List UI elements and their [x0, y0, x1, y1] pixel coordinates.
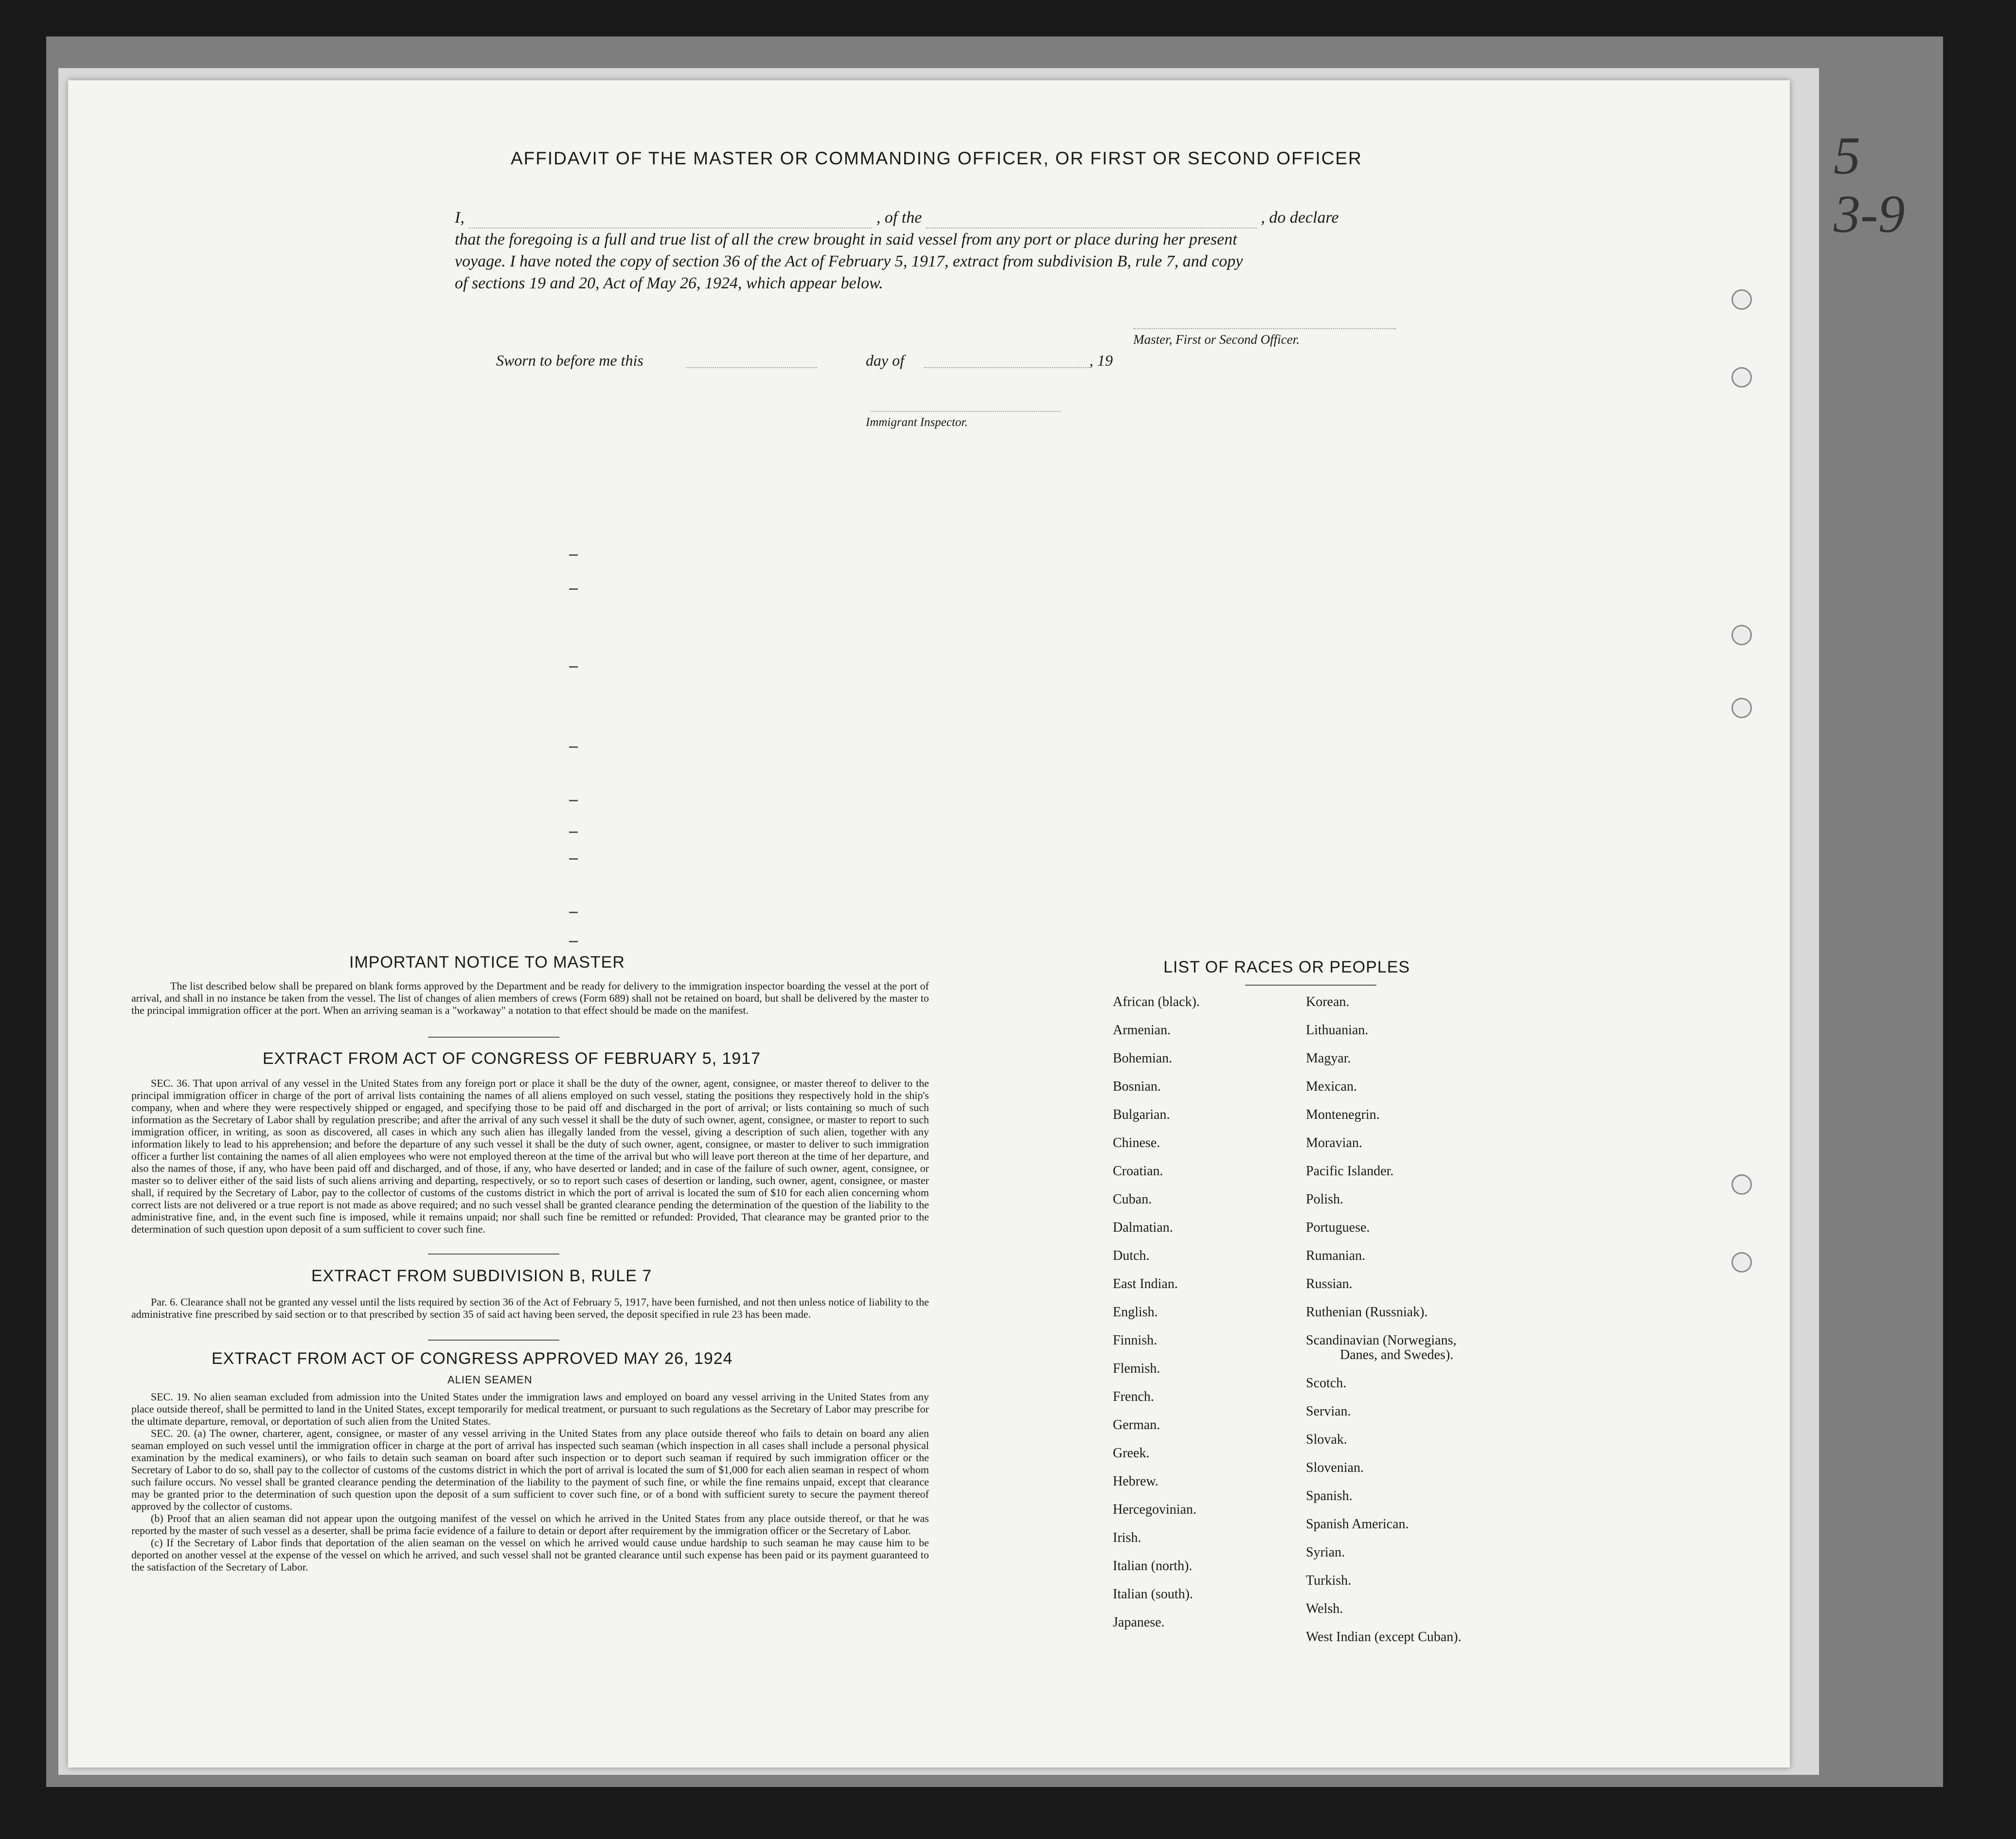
- sworn-label: Sworn to before me this: [496, 352, 643, 369]
- race-item: Armenian.: [1113, 1023, 1171, 1038]
- race-item: Hebrew.: [1113, 1474, 1159, 1489]
- race-item: Magyar.: [1306, 1051, 1351, 1066]
- affidavit-statement: [455, 207, 1476, 294]
- race-item: Lithuanian.: [1306, 1023, 1369, 1038]
- bleed-mark: [569, 554, 578, 556]
- bleed-mark: [569, 746, 578, 748]
- affidavit-of-the: , of the: [876, 209, 922, 227]
- race-item: Bohemian.: [1113, 1051, 1173, 1066]
- race-item: Hercegovinian.: [1113, 1502, 1196, 1517]
- race-item: Italian (north).: [1113, 1558, 1193, 1574]
- race-item: West Indian (except Cuban).: [1306, 1629, 1462, 1644]
- race-item: Moravian.: [1306, 1135, 1362, 1150]
- race-item: French.: [1113, 1389, 1154, 1404]
- inspector-signature-blank[interactable]: [871, 411, 1060, 412]
- races-right-column: [1306, 988, 1462, 1651]
- races-left-column: [1113, 988, 1200, 1637]
- sworn-day-blank[interactable]: [686, 353, 817, 368]
- race-item: Slovak.: [1306, 1432, 1347, 1447]
- punch-hole: [1731, 698, 1752, 718]
- race-item: Welsh.: [1306, 1601, 1343, 1616]
- race-item: Montenegrin.: [1306, 1107, 1380, 1122]
- race-item: Chinese.: [1113, 1135, 1160, 1150]
- race-item: English.: [1113, 1305, 1158, 1320]
- race-item: Turkish.: [1306, 1573, 1352, 1588]
- extract-1924-title: EXTRACT FROM ACT OF CONGRESS APPROVED MAY 26, 1924: [212, 1349, 733, 1368]
- race-item: Finnish.: [1113, 1333, 1158, 1348]
- extract-1924-body: [131, 1391, 929, 1573]
- extract-1917-title: EXTRACT FROM ACT OF CONGRESS OF FEBRUARY 5, 1917: [263, 1049, 761, 1068]
- sec-19: SEC. 19. No alien seaman excluded from admission into the United States under the immigration laws and employed on board any vessel arriving in the United States from any place outside thereof, shall be permitted to land in the United States, except temporarily for medical treatment, or pursuant to such regulations as the Secretary of Labor may prescribe for the ultimate departure, removal, or deportation of such alien from the United States.: [131, 1391, 929, 1427]
- bleed-mark: [569, 912, 578, 913]
- month-blank[interactable]: [924, 353, 1089, 368]
- punch-hole: [1731, 367, 1752, 388]
- inspector-label: Immigrant Inspector.: [866, 416, 968, 429]
- sec-20b: (b) Proof that an alien seaman did not appear upon the outgoing manifest of the vessel on which he arrived in the United States from any place outside thereof, or that he was reported by the master of such vessel as a deserter, shall be prima facie evidence of a failure to detain or deport after requirement by the immigration officer or the Secretary of Labor.: [131, 1512, 929, 1537]
- divider: [1245, 985, 1376, 986]
- race-item: Bulgarian.: [1113, 1107, 1170, 1122]
- race-item: Japanese.: [1113, 1615, 1165, 1630]
- affidavit-line2: that the foregoing is a full and true list of all the crew brought in said vessel from any port or place during her present: [455, 230, 1237, 248]
- race-item: Polish.: [1306, 1192, 1344, 1207]
- document-page: [68, 80, 1790, 1768]
- signature-label: Master, First or Second Officer.: [1133, 332, 1300, 347]
- bleed-mark: [569, 941, 578, 942]
- race-item: Pacific Islander.: [1306, 1164, 1394, 1179]
- affidavit-line3: voyage. I have noted the copy of section 36 of the Act of February 5, 1917, extract from subdivision B, rule 7, and copy: [455, 252, 1243, 270]
- subdivision-b-title: EXTRACT FROM SUBDIVISION B, RULE 7: [311, 1267, 652, 1285]
- race-item: Scandinavian (Norwegians,: [1306, 1333, 1457, 1348]
- divider: [428, 1037, 559, 1038]
- race-item: Italian (south).: [1113, 1587, 1193, 1602]
- affidavit-do-declare: , do declare: [1261, 209, 1339, 227]
- race-item: Greek.: [1113, 1446, 1150, 1461]
- race-item: Korean.: [1306, 994, 1350, 1009]
- affidavit-i: I,: [455, 209, 464, 227]
- race-item: Mexican.: [1306, 1079, 1357, 1094]
- extract-1917-body: SEC. 36. That upon arrival of any vessel in the United States from any foreign port or place it shall be the duty of the owner, agent, consignee, or master thereof to deliver to the principal immigration officer in charge of the port of arrival lists containing the names of all aliens employed on such vessel, stating the positions they respectively hold in the ship's company, when and where they were respectively shipped or engaged, and specifying those to be paid off and discharged in the port of arrival; or lists containing so much of such information as the Secretary of Labor shall by regulation prescribe; and after the arrival of any such vessel it shall be the duty of such owner, agent, consignee, or master to report to such immigration officer, in writing, as soon as discovered, all cases in which any such alien has illegally landed from the vessel, giving a description of such alien, together with any information likely to lead to his apprehension; and before the departure of any such vessel it shall be the duty of such owner, agent, consignee, or master to deliver to such immigration officer a further list containing the names of all alien employees who were not employed thereon at the time of the arrival but who will leave port thereon at the time of her departure, and also the names of those, if any, who have been paid off and discharged, and of those, if any, who have deserted or landed; and in case of the failure of such owner, agent, consignee, or master so to deliver either of the said lists of such aliens arriving and departing, respectively, or so to report such cases of desertion or landing, such owner, agent, consignee, or master shall, if required by the Secretary of Labor, pay to the collector of customs of the customs district in which the port of arrival is located the sum of $10 for each alien concerning whom correct lists are not delivered or a true report is not made as above required; and no such vessel shall be granted clearance pending the determination of the question of the liability to the administrative fine, and, in the event such fine is imposed, while it remains unpaid; nor shall such fine be remitted or refunded: Provided, That clearance may be granted prior to the determination of such question upon deposit of a sum sufficient to cover such fine.: [131, 1077, 929, 1235]
- races-title: LIST OF RACES OR PEOPLES: [1163, 958, 1410, 976]
- divider: [428, 1340, 559, 1341]
- race-item: German.: [1113, 1417, 1160, 1432]
- race-item: Servian.: [1306, 1404, 1351, 1419]
- punch-hole: [1731, 1174, 1752, 1195]
- sec-20c: (c) If the Secretary of Labor finds that deportation of the alien seaman on the vessel on which he arrived would cause undue hardship to such seaman he may cause him to be deported on another vessel at the expense of the vessel on which he arrived, and such vessel shall not be granted clearance until such expense has been paid or its payment guaranteed to the satisfaction of the Secretary of Labor.: [131, 1537, 929, 1573]
- notice-body: The list described below shall be prepared on blank forms approved by the Department and be ready for delivery to the immigration inspector boarding the vessel at the port of arrival, and shall in no instance be taken from the vessel. The list of changes of alien members of crews (Form 689) shall not be retained on board, but shall be delivered by the master to the principal immigration officer at the port. When an arriving seaman is a "workaway" a notation to that effect should be made on the manifest.: [131, 980, 929, 1016]
- race-item: Rumanian.: [1306, 1248, 1366, 1263]
- race-item: Ruthenian (Russniak).: [1306, 1305, 1428, 1320]
- punch-hole: [1731, 289, 1752, 310]
- bleed-mark: [569, 858, 578, 860]
- day-of-label: day of: [866, 352, 905, 369]
- race-item: East Indian.: [1113, 1276, 1178, 1291]
- bleed-mark: [569, 800, 578, 801]
- race-item: Danes, and Swedes).: [1340, 1347, 1454, 1362]
- race-item: Spanish.: [1306, 1488, 1353, 1503]
- year-label: , 19: [1089, 352, 1113, 369]
- race-item: Spanish American.: [1306, 1517, 1409, 1532]
- alien-seamen-subtitle: ALIEN SEAMEN: [447, 1374, 533, 1386]
- race-item: Dutch.: [1113, 1248, 1150, 1263]
- race-item: Russian.: [1306, 1276, 1353, 1291]
- punch-hole: [1731, 625, 1752, 645]
- bleed-mark: [569, 666, 578, 668]
- race-item: Syrian.: [1306, 1545, 1345, 1560]
- handwritten-margin-note: 5 3-9: [1834, 126, 1905, 244]
- affidavit-title: AFFIDAVIT OF THE MASTER OR COMMANDING OFFICER, OR FIRST OR SECOND OFFICER: [511, 148, 1362, 168]
- signature-blank[interactable]: [1133, 328, 1396, 329]
- race-item: Portuguese.: [1306, 1220, 1370, 1235]
- notice-title: IMPORTANT NOTICE TO MASTER: [349, 953, 625, 972]
- race-item: Scotch.: [1306, 1376, 1347, 1391]
- sec-20a: SEC. 20. (a) The owner, charterer, agent, consignee, or master of any vessel arriving in the United States from any place outside thereof who fails to detain on board any alien seaman employed on such vessel until the immigration officer in charge at the port of arrival has inspected such seaman (which inspection in all cases shall include a personal physical examination by the medical examiners), or who fails to detain such seaman on board after such inspection or to deport such seaman if required by such immigration officer or the Secretary of Labor to do so, shall pay to the collector of customs of the customs district in which the port of arrival is located the sum of $1,000 for each alien seaman in respect of whom such failure occurs. No vessel shall be granted clearance pending the determination of the liability to the payment of such fine, or while the fine remains unpaid, except that clearance may be granted prior to the determination of such question upon the deposit of a sum sufficient to cover such fine, or of a bond with sufficient surety to secure the payment thereof approved by the collector of customs.: [131, 1427, 929, 1512]
- race-item: Bosnian.: [1113, 1079, 1161, 1094]
- punch-hole: [1731, 1252, 1752, 1273]
- subdivision-b-body: Par. 6. Clearance shall not be granted any vessel until the lists required by section 36 of the Act of February 5, 1917, have been furnished, and not then unless notice of liability to the administrative fine prescribed by said section or to that prescribed by section 35 of said act having been served, the deposit specified in rule 23 has been made.: [131, 1296, 929, 1320]
- affidavit-line4: of sections 19 and 20, Act of May 26, 1924, which appear below.: [455, 274, 883, 292]
- race-item: Irish.: [1113, 1530, 1142, 1545]
- bleed-mark: [569, 588, 578, 590]
- race-item: Flemish.: [1113, 1361, 1160, 1376]
- divider: [428, 1254, 559, 1255]
- bleed-mark: [569, 831, 578, 833]
- race-item: Slovenian.: [1306, 1460, 1364, 1475]
- race-item: African (black).: [1113, 994, 1200, 1009]
- race-item: Dalmatian.: [1113, 1220, 1173, 1235]
- race-item: Cuban.: [1113, 1192, 1152, 1207]
- race-item: Croatian.: [1113, 1164, 1163, 1179]
